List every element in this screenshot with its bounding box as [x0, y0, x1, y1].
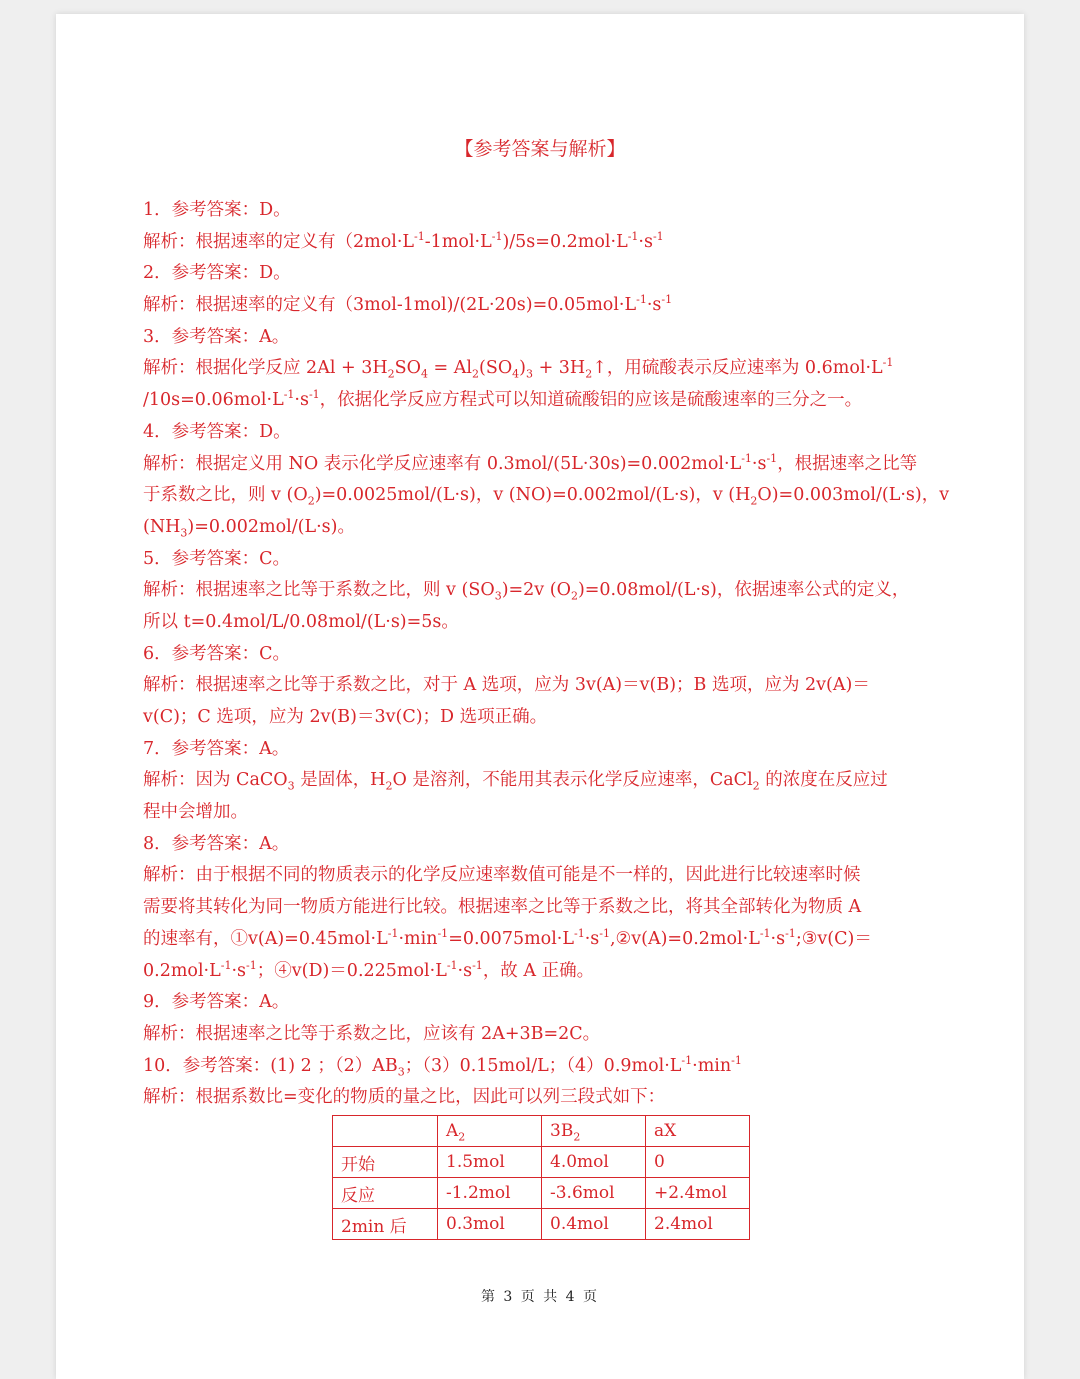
table-row: [333, 1147, 750, 1178]
q10-explanation: 解析：根据系数比=变化的物质的量之比，因此可以列三段式如下：: [143, 1087, 666, 1108]
q9-answer: 9．参考答案：A。: [143, 992, 290, 1013]
q7-explanation-cont: 程中会增加。: [143, 802, 248, 823]
q3-answer: 3．参考答案：A。: [143, 326, 290, 347]
three-stage-table: [332, 1115, 750, 1240]
q8-explanation: 解析：由于根据不同的物质表示的化学反应速率数值可能是不一样的，因此进行比较速率时候: [143, 865, 861, 886]
q4-answer: 4．参考答案：D。: [143, 421, 291, 442]
q8-explanation-2: 需要将其转化为同一物质方能进行比较。根据速率之比等于系数之比，将其全部转化为物质 A: [143, 897, 862, 918]
table-header-cell: $3B_2$: [542, 1116, 646, 1147]
table-cell: -1.2mol: [438, 1178, 542, 1209]
document-page: [56, 14, 1024, 1379]
q1-explanation: 解析：根据速率的定义有$(2mol\cdot L^{-1}-1mol\cdot L^{-1})/5s=0.2mol\cdot L^{-1}\cdot s^{-1}$: [143, 229, 664, 252]
q1-answer: 1．参考答案：D。: [143, 200, 291, 220]
page-title: 【参考答案与解析】: [454, 138, 626, 160]
table-header-cell: [333, 1116, 438, 1147]
q8-explanation-4: $0.2mol\cdot L^{-1}\cdot s^{-1}$；$④v(D)=0.225mol\cdot L^{-1}\cdot s^{-1}$，故 A 正确。: [143, 958, 595, 981]
q3-explanation-cont: $/10s=0.06mol\cdot L^{-1}\cdot s^{-1}$，依据化学反应方程式可以知道硫酸铝的应该是硫酸速率的三分之一。: [143, 388, 863, 411]
answer-content: [143, 195, 953, 1114]
q4-explanation-cont: 于系数之比，则 v $(O_2)=0.0025mol/(L\cdot s)$，v (NO)=0.002mol/(L·s)，v $(H_2O)=0.003mol/(L\cdot s)$，v: [143, 485, 950, 508]
q6-explanation-cont: v(C)；C 选项，应为 2v(B)＝3v(C)；D 选项正确。: [143, 707, 548, 727]
q4-explanation-end: $(NH_3)=0.002mol/(L\cdot s)$。: [143, 516, 355, 540]
table-cell: 0.4mol: [542, 1209, 646, 1240]
table-cell: 1.5mol: [438, 1147, 542, 1178]
q4-explanation: 解析：根据定义用 NO 表示化学反应速率有 $0.3mol/(5L\cdot 30s)=0.002mol\cdot L^{-1}\cdot s^{-1}$，根据速率之比等: [143, 451, 918, 474]
page-footer: 第 3 页 共 4 页: [480, 1289, 600, 1305]
q8-answer: 8．参考答案：A。: [143, 833, 290, 854]
q3-explanation: 解析：根据化学反应 $2Al + 3H_2SO_4 = Al_2(SO_4)_3$ + $3H_2↑$，用硫酸表示反应速率为 $0.6mol\cdot L^{-1}$: [143, 356, 894, 381]
q10-answer: 10．参考答案：(1) 2 ；$(2)AB_3$；（3）0.15mol/L；$(4)0.9mol\cdot L^{-1}\cdot\min^{-1}$: [143, 1053, 742, 1079]
table-cell: 反应: [333, 1178, 438, 1209]
table-cell: -3.6mol: [542, 1178, 646, 1209]
q7-explanation: 解析：因为 CaCO$_3$ 是固体，$H_2O$ 是溶剂，不能用其表示化学反应速率，CaCl$_2$ 的浓度在反应过: [143, 770, 888, 793]
q2-explanation: 解析：根据速率的定义有$(3mol-1mol)/(2L\cdot 20s)=0.05mol\cdot L^{-1}\cdot s^{-1}$: [143, 293, 673, 316]
table-header-cell: $A_2$: [438, 1116, 542, 1147]
q7-answer: 7．参考答案：A。: [143, 738, 290, 759]
q5-explanation: 解析：根据速率之比等于系数之比，则 v $(SO_3)=2v$ $(O_2)=0.08mol/(L\cdot s)$，依据速率公式的定义，: [143, 580, 910, 603]
table-cell: 0.3mol: [438, 1209, 542, 1240]
table-cell: 4.0mol: [542, 1147, 646, 1178]
q2-answer: 2．参考答案：D。: [143, 263, 291, 284]
q5-answer: 5．参考答案：C。: [143, 548, 291, 569]
q9-explanation: 解析：根据速率之比等于系数之比，应该有 2A+3B=2C。: [143, 1023, 601, 1044]
q8-explanation-3: 的速率有，$①v(A)=0.45mol\cdot L^{-1}\cdot\min^{-1}=0.0075mol\cdot L^{-1}\cdot s^{-1},②v(A)=0.2mol\cdot L^{-1}\cdot s^{-1};③v(C)=$: [143, 926, 872, 949]
table-cell: +2.4mol: [646, 1178, 750, 1209]
table-row: [333, 1178, 750, 1209]
table-header-cell: aX: [646, 1116, 750, 1147]
q5-explanation-cont: 所以 t=0.4mol/L/0.08mol/(L·s)=5s。: [143, 611, 459, 632]
table-cell: 开始: [333, 1147, 438, 1178]
q6-explanation: 解析：根据速率之比等于系数之比，对于 A 选项，应为 3v(A)＝v(B)；B 选项，应为 2v(A)＝: [143, 675, 870, 696]
table-row: [333, 1209, 750, 1240]
q6-answer: 6．参考答案：C。: [143, 643, 291, 664]
table-cell: 2min 后: [333, 1209, 438, 1240]
table-cell: 0: [646, 1147, 750, 1178]
table-cell: 2.4mol: [646, 1209, 750, 1240]
table-header-row: [333, 1116, 750, 1147]
